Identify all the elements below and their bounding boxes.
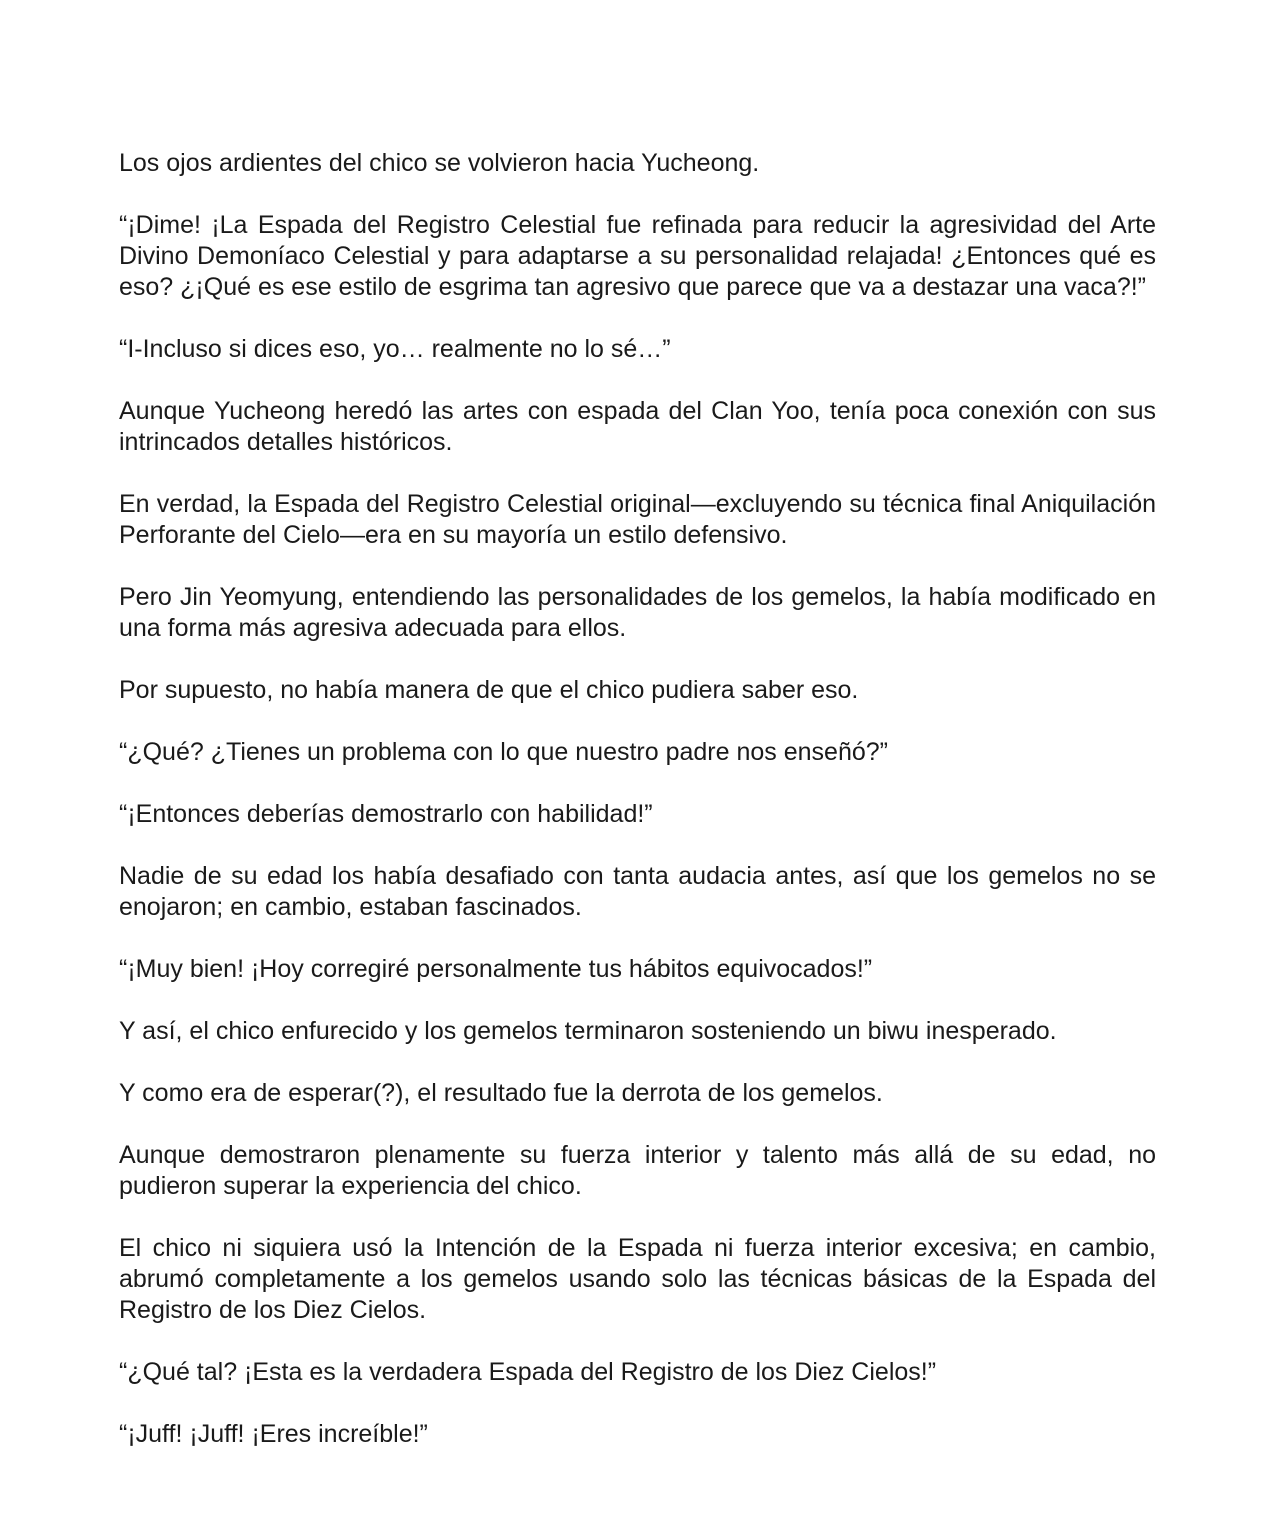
paragraph: Pero Jin Yeomyung, entendiendo las personalidades de los gemelos, la había modificado en una forma más agresiva adecuada para ellos.: [119, 583, 1156, 642]
paragraph: El chico ni siquiera usó la Intención de la Espada ni fuerza interior excesiva; en cambio, abrumó completamente a los gemelos usando solo las técnicas básicas de la Espada del Registro de los Diez Cielos.: [119, 1234, 1156, 1324]
paragraph: “¡Muy bien! ¡Hoy corregiré personalmente tus hábitos equivocados!”: [119, 955, 873, 983]
document-body: [119, 148, 1156, 1450]
paragraph: Por supuesto, no había manera de que el chico pudiera saber eso.: [119, 676, 859, 704]
paragraph: “¿Qué? ¿Tienes un problema con lo que nuestro padre nos enseñó?”: [119, 738, 888, 766]
paragraph: Aunque Yucheong heredó las artes con espada del Clan Yoo, tenía poca conexión con sus intrincados detalles históricos.: [119, 397, 1156, 456]
paragraph: “¡Dime! ¡La Espada del Registro Celestial fue refinada para reducir la agresividad del Arte Divino Demoníaco Celestial y para adaptarse a su personalidad relajada! ¿Entonces qué es eso? ¿¡Qué es ese estilo de esgrima tan agresivo que parece que va a destazar una vaca?!”: [119, 211, 1156, 301]
paragraph: “¿Qué tal? ¡Esta es la verdadera Espada del Registro de los Diez Cielos!”: [119, 1358, 937, 1386]
paragraph: Y así, el chico enfurecido y los gemelos terminaron sosteniendo un biwu inesperado.: [119, 1017, 1057, 1045]
paragraph: Aunque demostraron plenamente su fuerza interior y talento más allá de su edad, no pudieron superar la experiencia del chico.: [119, 1141, 1156, 1200]
paragraph: “¡Juff! ¡Juff! ¡Eres increíble!”: [119, 1420, 428, 1448]
paragraph: “I-Incluso si dices eso, yo… realmente no lo sé…”: [119, 335, 671, 363]
paragraph: En verdad, la Espada del Registro Celestial original—excluyendo su técnica final Aniquilación Perforante del Cielo—era en su mayoría un estilo defensivo.: [119, 490, 1156, 549]
paragraph: “¡Entonces deberías demostrarlo con habilidad!”: [119, 800, 653, 828]
paragraph: Nadie de su edad los había desafiado con tanta audacia antes, así que los gemelos no se enojaron; en cambio, estaban fascinados.: [119, 862, 1156, 921]
paragraph: Los ojos ardientes del chico se volvieron hacia Yucheong.: [119, 149, 760, 177]
paragraph: Y como era de esperar(?), el resultado fue la derrota de los gemelos.: [119, 1079, 883, 1107]
